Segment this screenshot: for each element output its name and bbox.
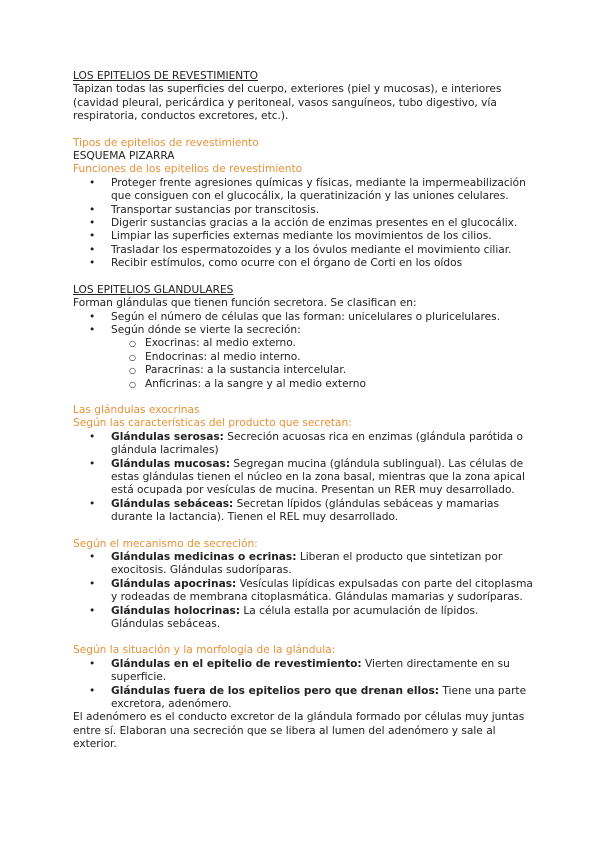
list-item: • Limpiar las superficies externas mediante los movimientos de los cilios. xyxy=(73,230,533,243)
term: Glándulas serosas: xyxy=(111,430,224,443)
list-item xyxy=(73,458,533,498)
document-page xyxy=(73,70,533,752)
term: Glándulas apocrinas: xyxy=(111,577,237,590)
list-item: ○ Paracrinas: a la sustancia intercelular. xyxy=(73,364,533,377)
list-item: • Trasladar los espermatozoides y a los óvulos mediante el movimiento ciliar. xyxy=(73,244,533,257)
definition: Secretan lípidos (glándulas sebáceas y mamarias durante la lactancia). Tienen el REL muy desarrollado. xyxy=(111,497,500,524)
list-item: • Proteger frente agresiones químicas y físicas, mediante la impermeabilización que consiguen con el glucocálix, la queratinización y las uniones celulares. xyxy=(73,177,533,204)
list-item xyxy=(73,551,533,578)
list-item xyxy=(73,578,533,605)
criterio-secrecion-label: Según dónde se vierte la secreción: xyxy=(111,323,301,336)
term: Glándulas sebáceas: xyxy=(111,497,234,510)
criterios-list xyxy=(73,311,533,338)
term: Glándulas mucosas: xyxy=(111,457,231,470)
exocrinas-heading: Las glándulas exocrinas xyxy=(73,403,200,416)
funciones-heading: Funciones de los epitelios de revestimiento xyxy=(73,163,303,176)
term: Glándulas medicinas o ecrinas: xyxy=(111,551,297,563)
situacion-list xyxy=(73,658,533,712)
producto-heading: Según las características del producto que secretan: xyxy=(73,417,352,430)
definition: Vierten directamente en su superficie. xyxy=(111,657,510,684)
mecanismo-list xyxy=(73,551,533,631)
definition: Secreción acuosas rica en enzimas (glándula parótida o glándula lacrimales) xyxy=(111,430,523,457)
list-item xyxy=(73,498,533,525)
definition: Tiene una parte excretora, adenómero. xyxy=(111,684,527,711)
funciones-list xyxy=(73,177,533,271)
list-item: • Digerir sustancias gracias a la acción de enzimas presentes en el glucocálix. xyxy=(73,217,533,230)
adenomero-paragraph: El adenómero es el conducto excretor de la glándula formado por células muy juntas entre sí. Elaboran una secreción que se libera al lumen del adenómero y sale al exterior. xyxy=(73,711,525,751)
definition: Vesículas lipídicas expulsadas con parte del citoplasma y rodeadas de membrana citoplasmática. Glándulas mamarias y sudoríparas. xyxy=(111,577,533,604)
list-item: ○ Anficrinas: a la sangre y al medio externo xyxy=(73,378,533,391)
list-item xyxy=(73,685,533,712)
list-item: ○ Endocrinas: al medio interno. xyxy=(73,351,533,364)
tipos-secrecion-list xyxy=(73,337,533,391)
term: Glándulas fuera de los epitelios pero que drenan ellos: xyxy=(111,684,439,697)
esquema-label: ESQUEMA PIZARRA xyxy=(73,150,175,163)
revestimiento-intro: Tapizan todas las superficies del cuerpo, exteriores (piel y mucosas), e interiores (cavidad pleural, pericárdica y peritoneal, vasos sanguíneos, tubo digestivo, vía respiratoria, conductos excretores, etc.). xyxy=(73,83,502,123)
producto-list xyxy=(73,431,533,525)
section-title-revestimiento: LOS EPITELIOS DE REVESTIMIENTO xyxy=(73,70,259,82)
section-title-glandulares: LOS EPITELIOS GLANDULARES xyxy=(73,283,234,296)
definition: Liberan el producto que sintetizan por exocitosis. Glándulas sudoríparas. xyxy=(111,551,503,577)
term: Glándulas en el epitelio de revestimiento: xyxy=(111,657,362,670)
list-item xyxy=(73,324,533,337)
list-item: • Según el número de células que las forman: unicelulares o pluricelulares. xyxy=(73,311,533,324)
term: Glándulas holocrinas: xyxy=(111,604,241,617)
tipos-heading: Tipos de epitelios de revestimiento xyxy=(73,136,259,149)
situacion-heading: Según la situación y la morfología de la glándula: xyxy=(73,644,336,657)
list-item xyxy=(73,658,533,685)
list-item: ○ Exocrinas: al medio externo. xyxy=(73,337,533,350)
mecanismo-heading: Según el mecanismo de secreción: xyxy=(73,537,258,550)
list-item: • Transportar sustancias por transcitosis. xyxy=(73,204,533,217)
list-item xyxy=(73,431,533,458)
definition: La célula estalla por acumulación de lípidos. Glándulas sebáceas. xyxy=(111,604,479,631)
definition: Segregan mucina (glándula sublingual). Las células de estas glándulas tienen el núcleo en la zona basal, mientras que la zona apical está ocupada por vesículas de mucina. Presentan un RER muy desarrollado. xyxy=(111,457,525,497)
list-item xyxy=(73,605,533,632)
list-item: • Recibir estímulos, como ocurre con el órgano de Corti en los oídos xyxy=(73,257,533,270)
glandulares-intro: Forman glándulas que tienen función secretora. Se clasifican en: xyxy=(73,297,417,310)
